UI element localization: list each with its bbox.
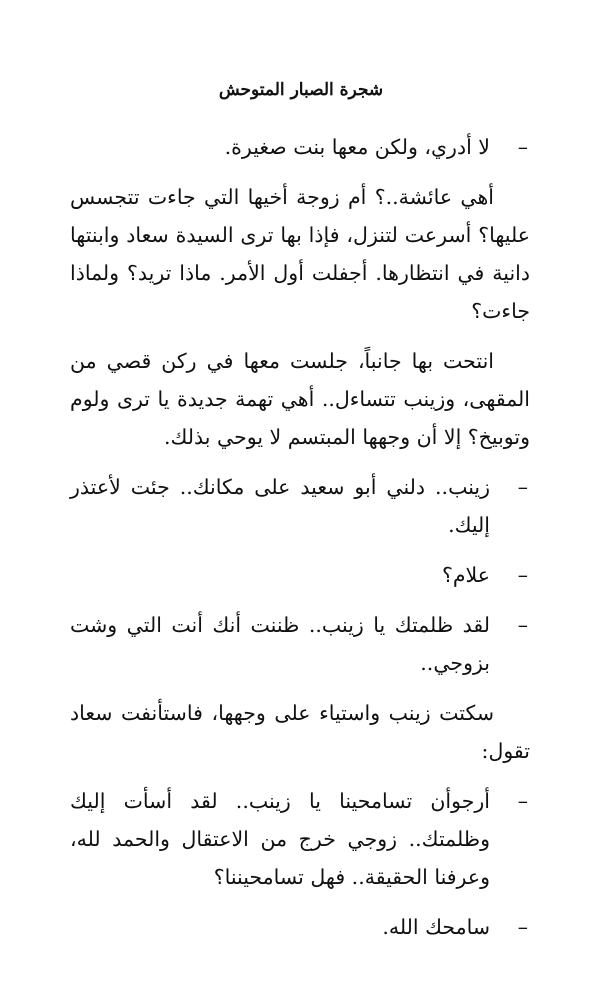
- dialogue-line: [70, 556, 530, 594]
- dialogue-line: [70, 128, 530, 166]
- dialogue-dash: –: [517, 613, 528, 637]
- paragraph-text: سامحك الله.: [382, 915, 490, 939]
- paragraph-text: أرجوأن تسامحينا يا زينب.. لقد أسأت إليك وظلمتك.. زوجي خرج من الاعتقال والحمد لله، وعرفنا الحقيقة.. فهل تسامحيننا؟: [70, 789, 490, 889]
- narrative-paragraph: انتحت بها جانباً، جلست معها في ركن قصي من المقهى، وزينب تتساءل.. أهي تهمة جديدة يا ترى ولوم وتوبيخ؟ إلا أن وجهها المبتسم لا يوحي بذلك.: [70, 349, 530, 449]
- paragraph-text: علام؟: [441, 563, 490, 587]
- dialogue-line: [70, 468, 530, 544]
- dialogue-dash: –: [517, 789, 528, 813]
- running-header: شجرة الصبار المتوحش: [218, 80, 384, 100]
- dialogue-dash: –: [517, 475, 528, 499]
- narrative-paragraph: أهي عائشة..؟ أم زوجة أخيها التي جاءت تتجسس عليها؟ أسرعت لتنزل، فإذا بها ترى السيدة سعاد وابنتها دانية في انتظارها. أجفلت أول الأمر. ماذا تريد؟ ولماذا جاءت؟: [70, 185, 530, 323]
- paragraph-text: زينب.. دلني أبو سعيد على مكانك.. جئت لأعتذر إليك.: [70, 475, 490, 537]
- paragraph-text: لقد ظلمتك يا زينب.. ظننت أنك أنت التي وشت بزوجي..: [70, 613, 490, 675]
- dialogue-dash: –: [517, 915, 528, 939]
- dialogue-line: [70, 606, 530, 682]
- dialogue-line: [70, 908, 530, 946]
- dialogue-dash: –: [517, 135, 528, 159]
- paragraph-text: لا أدري، ولكن معها بنت صغيرة.: [224, 135, 490, 159]
- page-body: [70, 128, 530, 956]
- narrative-paragraph: سكتت زينب واستياء على وجهها، فاستأنفت سعاد تقول:: [70, 701, 530, 763]
- dialogue-line: [70, 782, 530, 896]
- dialogue-dash: –: [517, 563, 528, 587]
